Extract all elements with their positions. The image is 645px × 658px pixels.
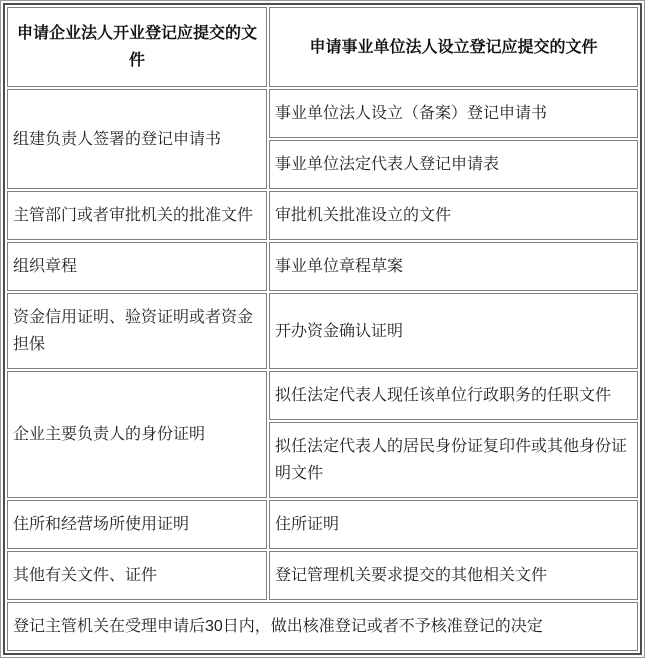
table-row — [7, 500, 638, 549]
cell-enterprise-application-form: 组建负责人签署的登记申请书 — [7, 89, 267, 189]
table-row — [7, 551, 638, 600]
header-cell-enterprise-documents: 申请企业法人开业登记应提交的文件 — [7, 7, 267, 87]
header-cell-institution-documents: 申请事业单位法人设立登记应提交的文件 — [269, 7, 638, 87]
cell-institution-capital-confirmation: 开办资金确认证明 — [269, 293, 638, 369]
cell-enterprise-charter: 组织章程 — [7, 242, 267, 291]
table-row — [7, 242, 638, 291]
cell-institution-residence-certificate: 住所证明 — [269, 500, 638, 549]
cell-enterprise-approval-documents: 主管部门或者审批机关的批准文件 — [7, 191, 267, 240]
cell-enterprise-premises-certificate: 住所和经营场所使用证明 — [7, 500, 267, 549]
cell-institution-appointment-documents: 拟任法定代表人现任该单位行政职务的任职文件 — [269, 371, 638, 420]
cell-enterprise-identity-certificate: 企业主要负责人的身份证明 — [7, 371, 267, 498]
cell-institution-id-copy: 拟任法定代表人的居民身份证复印件或其他身份证明文件 — [269, 422, 638, 498]
table-row — [7, 191, 638, 240]
table-row — [7, 293, 638, 369]
cell-institution-representative-application: 事业单位法定代表人登记申请表 — [269, 140, 638, 189]
table-footer-row — [7, 602, 638, 651]
cell-institution-establishment-application: 事业单位法人设立（备案）登记申请书 — [269, 89, 638, 138]
cell-institution-approval-documents: 审批机关批准设立的文件 — [269, 191, 638, 240]
cell-enterprise-capital-certificates: 资金信用证明、验资证明或者资金担保 — [7, 293, 267, 369]
cell-institution-other-documents: 登记管理机关要求提交的其他相关文件 — [269, 551, 638, 600]
table-row — [7, 89, 638, 138]
cell-decision-deadline-note: 登记主管机关在受理申请后30日内，做出核准登记或者不予核准登记的决定 — [7, 602, 638, 651]
table-row — [7, 371, 638, 420]
cell-enterprise-other-documents: 其他有关文件、证件 — [7, 551, 267, 600]
cell-institution-charter-draft: 事业单位章程草案 — [269, 242, 638, 291]
registration-documents-comparison-table — [3, 3, 642, 655]
table-header-row — [7, 7, 638, 87]
